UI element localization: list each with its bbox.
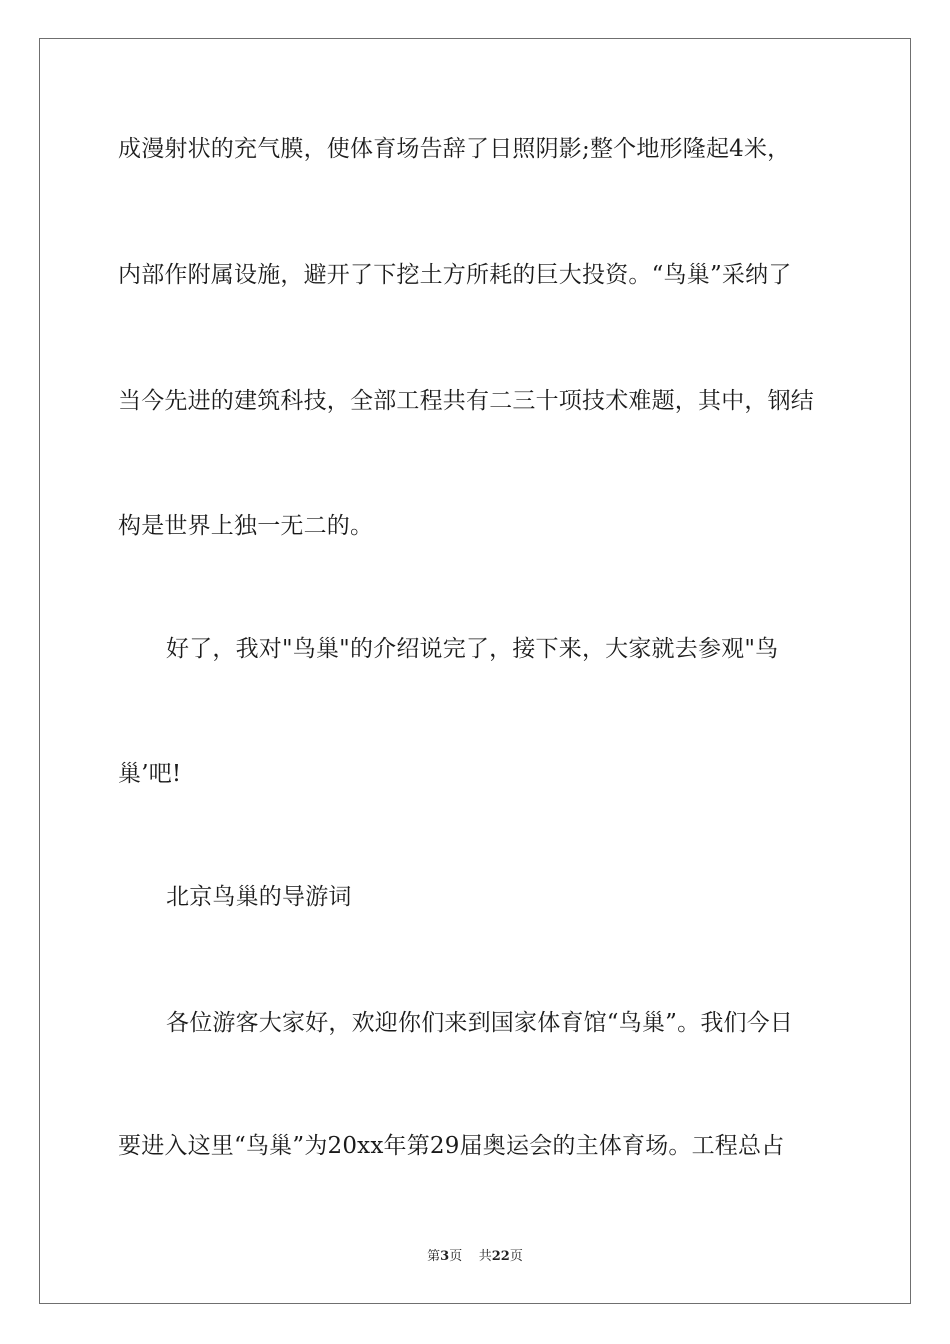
page-footer: [0, 1248, 950, 1266]
body-text-line-6: 巢’吧!: [118, 761, 182, 787]
footer-total-suffix: 页: [509, 1249, 523, 1264]
footer-page-prefix: 第: [427, 1249, 441, 1264]
footer-page-suffix: 页: [449, 1249, 463, 1264]
footer-total-prefix: 共: [478, 1249, 492, 1264]
footer-total-pages: 22: [491, 1249, 510, 1264]
body-text-line-7: 各位游客大家好，欢迎你们来到国家体育馆“鸟巢”。我们今日: [166, 1010, 794, 1036]
body-text-line-3: 当今先进的建筑科技，全部工程共有二三十项技术难题，其中，钢结: [118, 388, 814, 414]
footer-page-number: 3: [440, 1249, 450, 1264]
body-text-line-1: 成漫射状的充气膜，使体育场告辞了日照阴影;整个地形隆起4米，: [118, 136, 791, 162]
body-text-line-2: 内部作附属设施，避开了下挖土方所耗的巨大投资。“鸟巢”采纳了: [118, 262, 792, 288]
section-heading: 北京鸟巢的导游词: [166, 884, 352, 910]
body-text-line-5: 好了，我对"鸟巢"的介绍说完了，接下来，大家就去参观"鸟: [166, 636, 779, 662]
body-text-line-4: 构是世界上独一无二的。: [118, 513, 374, 539]
body-text-line-8: 要进入这里“鸟巢”为20xx年第29届奥运会的主体育场。工程总占: [118, 1133, 785, 1159]
page-border: [39, 38, 911, 1304]
